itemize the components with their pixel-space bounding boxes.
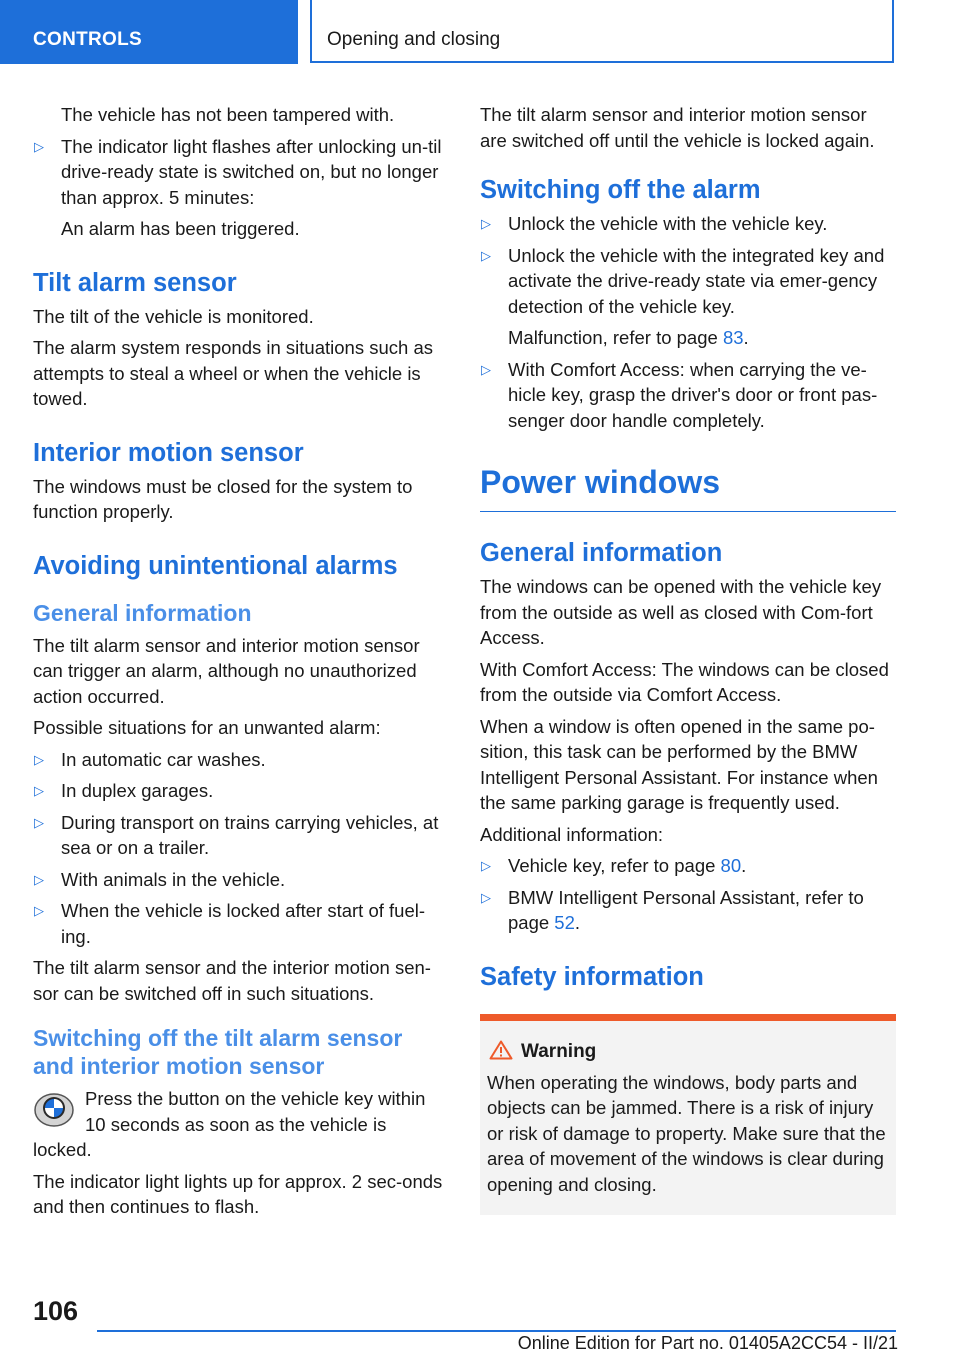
triangle-bullet-icon: ▷ [481,361,491,377]
avoid-heading: Avoiding unintentional alarms [33,551,398,580]
section-tab [0,0,298,64]
avoid-subheading: General information [33,599,252,626]
page-link-80[interactable]: 80 [720,855,742,876]
right-column [480,102,896,1215]
switchoff-p2: The indicator light lights up for approx. 2 sec-onds and then continues to flash. [33,1170,443,1217]
tilt-heading: Tilt alarm sensor [33,268,237,297]
power-p4: Additional information: [480,823,664,845]
power-p1: The windows can be opened with the vehicle key from the outside as well as closed with Com-fort Access. [480,576,882,648]
power-general-heading: General information [480,539,723,567]
triangle-bullet-icon: ▷ [481,216,491,231]
list-item: ▷ Unlock the vehicle with the integrated key and activate the drive-ready state via emer-gency detection of the vehicle key. [481,244,885,317]
power-refs [480,853,896,936]
warning-body: When operating the windows, body parts and objects can be jammed. There is a risk of injury or risk of damage to property. Make sure that the area of movement of the windows is clear during opening and closing. [487,1071,886,1195]
triangle-bullet-icon: ▷ [481,889,491,905]
warning-box [480,1014,896,1216]
alarm-heading: Switching off the alarm [480,176,761,204]
warning-triangle-icon [489,1040,513,1060]
intro-list [33,134,449,211]
page-link-52[interactable]: 52 [554,912,575,933]
list-item: ▷ The indicator light flashes after unlocking un-til drive-ready state is switched on, but no longer than approx. 5 minutes: [34,135,442,208]
triangle-bullet-icon: ▷ [34,871,44,887]
footer-edition: Online Edition for Part no. 01405A2CC54 - II/21 [517,1333,898,1353]
switchoff-heading: Switching off the tilt alarm sensor and interior motion sensor [33,1025,403,1079]
list-item: ▷ In duplex garages. [33,778,449,804]
interior-heading: Interior motion sensor [33,438,304,467]
triangle-bullet-icon: ▷ [34,814,44,830]
left-column [33,102,449,1226]
intro-subtext: An alarm has been triggered. [61,218,300,239]
page-link-83[interactable]: 83 [722,327,744,348]
list-item: ▷ With Comfort Access: when carrying the ve-hicle key, grasp the driver's door or front pas-senger door handle completely. [481,358,878,431]
tilt-p2: The alarm system responds in situations such as attempts to steal a wheel or when the vehicle is towed. [33,337,433,409]
alarm-list [480,211,896,319]
malfunction-ref: Malfunction, refer to page 83. [508,327,749,348]
avoid-p3: The tilt alarm sensor and the interior motion sen-sor can be switched off in such situations. [33,957,431,1004]
interior-p1: The windows must be closed for the system to function properly. [33,475,413,522]
warning-title: Warning [487,1039,889,1064]
avoid-p2: Possible situations for an unwanted alarm: [33,717,381,738]
triangle-bullet-icon: ▷ [481,858,491,873]
intro-continuation: The vehicle has not been tampered with. [61,104,395,125]
right-p0: The tilt alarm sensor and interior motion sensor are switched off until the vehicle is locked again. [480,104,875,151]
power-p2: With Comfort Access: The windows can be closed from the outside via Comfort Access. [480,658,889,705]
bmw-key-button-icon [33,1087,75,1129]
avoid-p1: The tilt alarm sensor and interior motion sensor can trigger an alarm, although no unauthorized action occurred. [33,634,420,707]
section-label: CONTROLS [33,29,143,50]
tilt-p1: The tilt of the vehicle is monitored. [33,305,314,327]
list-item: ▷ With animals in the vehicle. [33,867,449,893]
list-item: ▷ Vehicle key, refer to page 80. [480,853,896,879]
page-number: 106 [33,1296,79,1326]
avoid-list [33,747,449,950]
list-item: ▷ When the vehicle is locked after start of fuel-ing. [34,900,426,947]
chapter-header [310,0,894,63]
switchoff-p1: Press the button on the vehicle key within 10 seconds as soon as the vehicle is locked. [33,1088,426,1160]
safety-heading: Safety information [480,962,704,991]
list-item: ▷ During transport on trains carrying vehicles, at sea or on a trailer. [34,811,439,858]
power-p3: When a window is often opened in the same po-sition, this task can be performed by the BMW Intelligent Personal Assistant. For instance when the same parking garage is frequently used. [480,715,878,813]
list-item: ▷ BMW Intelligent Personal Assistant, refer to page 52. [481,886,864,933]
alarm-list-2 [480,357,896,434]
triangle-bullet-icon: ▷ [34,138,44,154]
chapter-title: Opening and closing [327,29,501,50]
power-windows-heading: Power windows [480,463,896,512]
triangle-bullet-icon: ▷ [34,903,44,918]
list-item: ▷ In automatic car washes. [33,747,449,773]
triangle-bullet-icon: ▷ [481,247,491,263]
list-item: ▷ Unlock the vehicle with the vehicle key. [480,211,896,237]
triangle-bullet-icon: ▷ [34,751,44,767]
triangle-bullet-icon: ▷ [34,783,44,798]
footer-rule [97,1330,896,1332]
